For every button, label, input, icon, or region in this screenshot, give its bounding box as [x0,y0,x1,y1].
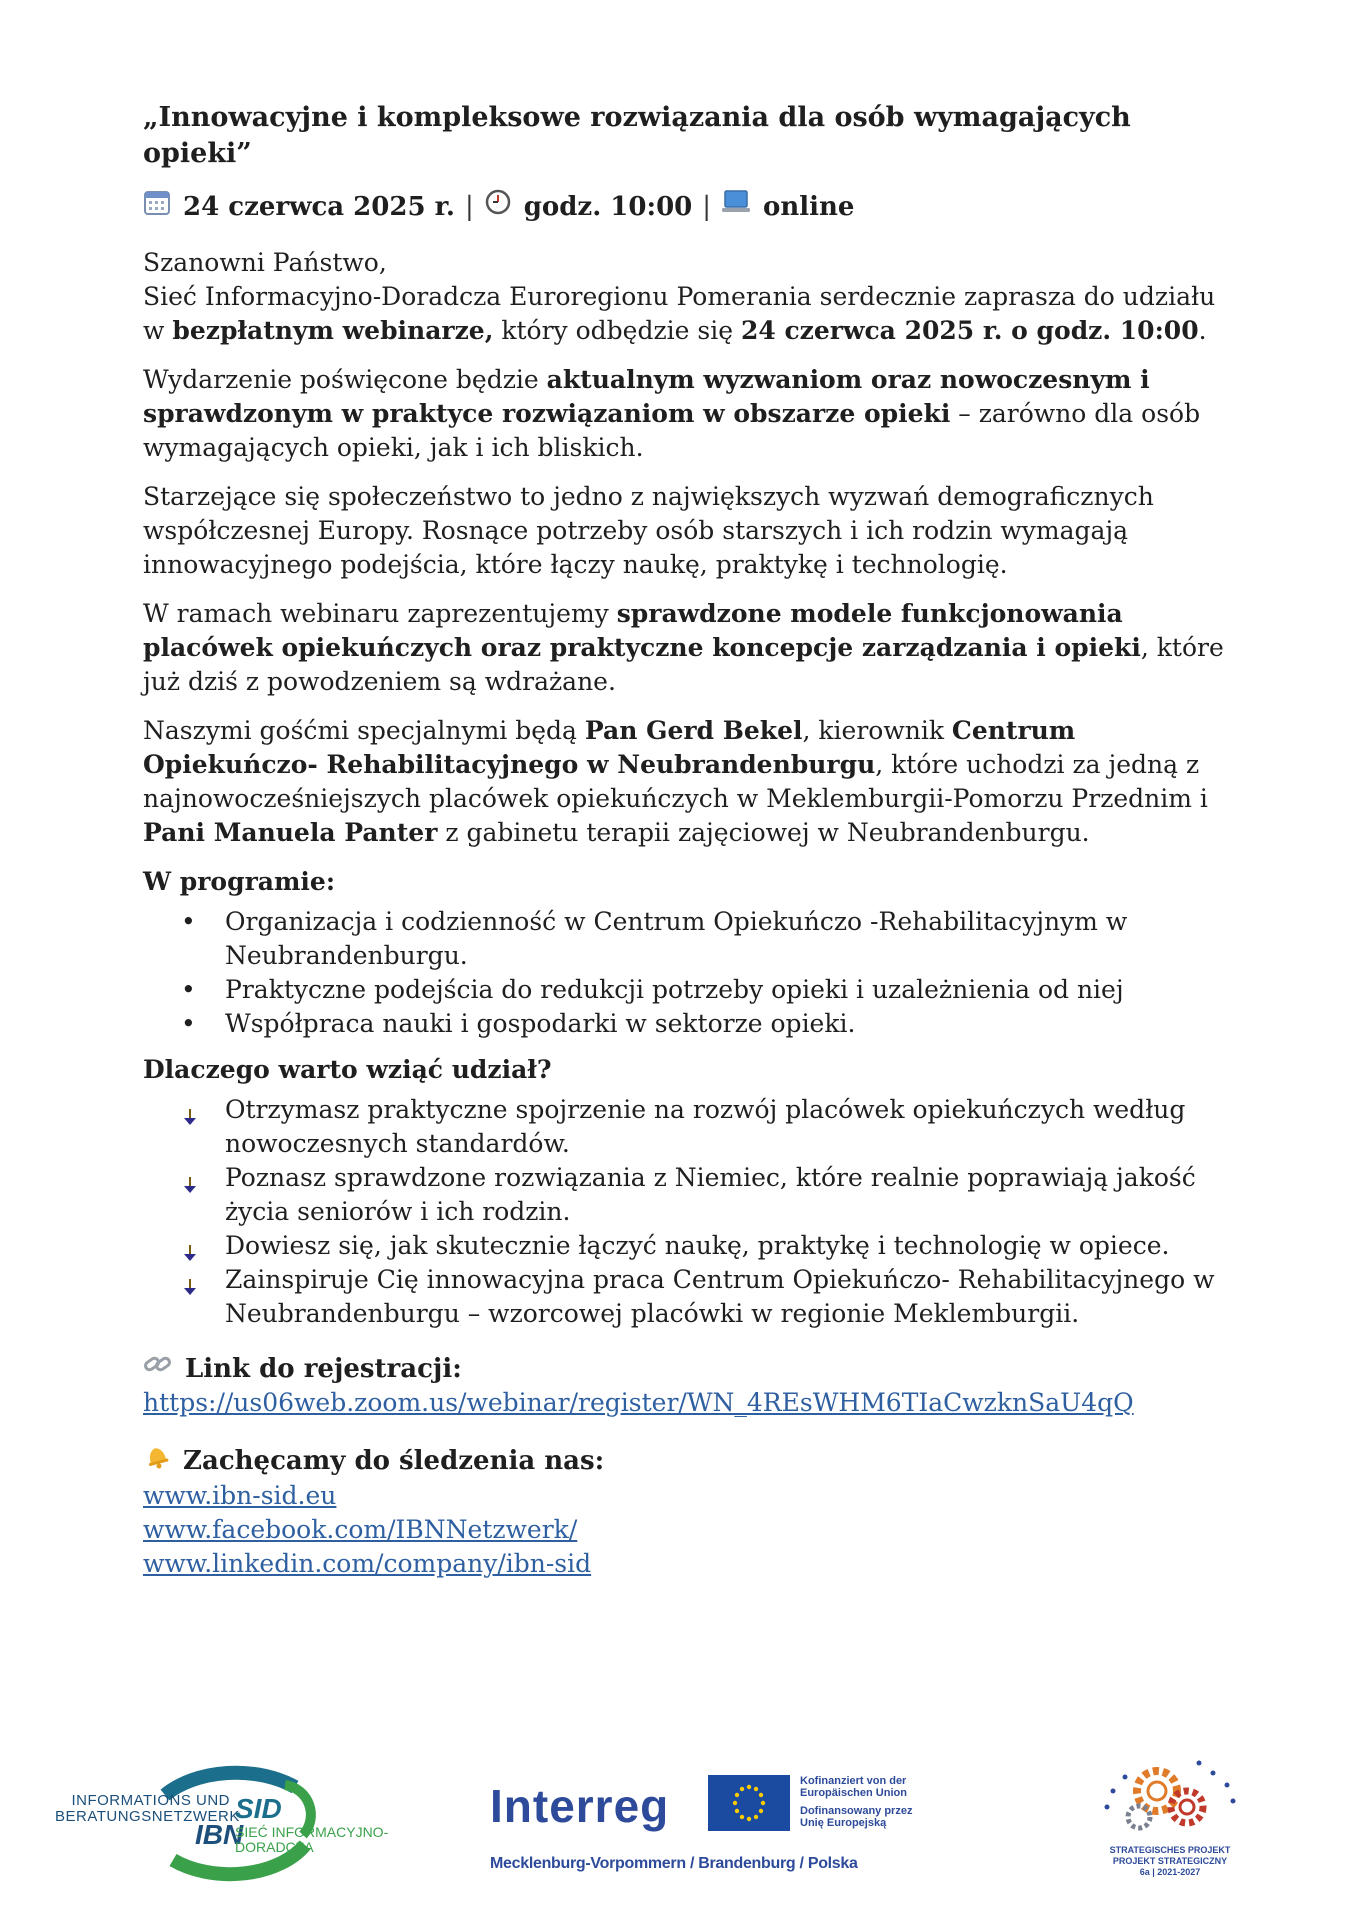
why-heading: Dlaczego warto wziąć udział? [143,1055,552,1084]
strategic-line2: PROJEKT STRATEGICZNY [1112,1856,1228,1866]
arrow-down-icon [183,1101,197,1135]
list-item-text: Zainspiruje Cię innowacyjna praca Centrum Opiekuńczo- Rehabilitacyjnego w Neubrandenburgu – wzorcowej placówki w regionie Meklemburgii. [225,1265,1215,1328]
document-body [143,100,1233,1581]
program-list [143,905,1233,1041]
eu-de-line1: Kofinanziert von der [800,1775,907,1787]
event-title: „Innowacyjne i kompleksowe rozwiązania dla osób wymagających opieki” [143,102,1131,169]
ibn-line1: INFORMATIONS UND [71,1792,230,1809]
eu-de-line2: Europäischen Union [800,1787,907,1799]
intro-text: . [1198,316,1207,345]
para-bold: sprawdzone modele funkcjonowania placówek opiekuńczych oraz praktyczne koncepcje zarządzania i opieki [143,599,1141,662]
event-time: godz. 10:00 [523,192,693,222]
clock-icon [484,188,512,226]
event-meta [143,188,1233,226]
ibn-text: IBN [195,1819,244,1850]
event-date: 24 czerwca 2025 r. [183,192,455,222]
eu-flag [708,1775,790,1831]
registration-link[interactable]: https://us06web.zoom.us/webinar/register/WN_4REsWHM6TIaCwzknSaU4qQ [143,1388,1134,1417]
para-text: , które uchodzi za jedną z najnowocześniejszych placówek opiekuńczych w Meklemburgii-Pomorzu Przednim i [143,750,1208,813]
laptop-icon [721,188,751,226]
ibn-sid-logo [55,1755,395,1890]
greeting: Szanowni Państwo, [143,248,387,277]
para-text: W ramach webinaru zaprezentujemy [143,599,617,628]
arrow-down-icon [183,1169,197,1203]
list-item-text: Otrzymasz praktyczne spojrzenie na rozwój placówek opiekuńczych według nowoczesnych standardów. [225,1095,1186,1158]
paragraph-guests [143,714,1233,850]
guest-name: Pan Gerd Bekel [584,716,803,745]
list-item: • Współpraca nauki i gospodarki w sektorze opieki. [143,1007,1233,1041]
list-item [143,1263,1233,1331]
website-link[interactable]: www.ibn-sid.eu [143,1481,337,1510]
strategic-line1: STRATEGISCHES PROJEKT [1109,1845,1231,1855]
sid-line2: DORADCZA [235,1839,314,1855]
registration-heading [143,1351,1233,1386]
calendar-icon [143,188,171,226]
list-item-text: Dowiesz się, jak skutecznie łączyć naukę, praktykę i technologię w opiece. [225,1231,1170,1260]
follow-label: Zachęcamy do śledzenia nas: [183,1445,605,1476]
list-item-text: Poznasz sprawdzone rozwiązania z Niemiec, które realnie poprawiają jakość życia seniorów i ich rodzin. [225,1163,1196,1226]
footer-logos [0,1745,1356,1895]
intro-line: Sieć Informacyjno-Doradcza Euroregionu Pomerania serdecznie zaprasza do udziału [143,282,1216,311]
interreg-logo [488,1775,948,1885]
list-item [143,1093,1233,1161]
intro-date: 24 czerwca 2025 r. o godz. 10:00 [740,316,1199,345]
why-list [143,1093,1233,1331]
ibn-line2: BERATUNGSNETZWERK [55,1808,240,1825]
para-text: z gabinetu terapii zajęciowej w Neubrandenburgu. [437,818,1090,847]
program-heading: W programie: [143,867,336,896]
para-text: Wydarzenie poświęcone będzie [143,365,547,394]
list-item: • Praktyczne podejścia do redukcji potrzeby opieki i uzależnienia od niej [143,973,1233,1007]
para-text: – zarówno dla osób wymagających opieki, jak i ich bliskich. [143,399,1201,462]
link-icon [143,1351,173,1386]
paragraph-topic [143,363,1233,465]
event-mode: online [763,192,855,222]
intro-text: w [143,316,173,345]
bell-icon [143,1442,171,1479]
facebook-link[interactable]: www.facebook.com/IBNNetzwerk/ [143,1515,578,1544]
para-text: , które już dziś z powodzeniem są wdrażane. [143,633,1224,696]
eu-pl-line1: Dofinansowany przez [800,1805,913,1817]
paragraph-presentation [143,597,1233,699]
list-item [143,1229,1233,1263]
strategic-project-logo [1095,1755,1245,1890]
sid-text: SID [235,1793,282,1824]
strategic-line3: 6a | 2021-2027 [1139,1867,1201,1877]
interreg-region: Mecklenburg-Vorpommern / Brandenburg / Polska [490,1855,858,1872]
separator: | [702,192,712,222]
sid-line1: SIEĆ INFORMACYJNO- [235,1824,389,1840]
interreg-wordmark: Interreg [490,1780,670,1832]
intro-bold: bezpłatnym webinarze, [172,316,494,345]
para-text: Naszymi gośćmi specjalnymi będą [143,716,585,745]
para-bold: aktualnym wyzwaniom oraz nowoczesnym i sprawdzonym w praktyce rozwiązaniom w obszarze opieki [143,365,1150,428]
separator: | [464,192,474,222]
list-item: • Organizacja i codzienność w Centrum Opiekuńczo -Rehabilitacyjnym w Neubrandenburgu. [143,905,1233,973]
eu-pl-line2: Unię Europejską [800,1817,887,1829]
follow-heading [143,1442,1233,1479]
arrow-down-icon [183,1271,197,1305]
linkedin-link[interactable]: www.linkedin.com/company/ibn-sid [143,1549,592,1578]
paragraph-context: Starzejące się społeczeństwo to jedno z największych wyzwań demograficznych współczesnej Europy. Rosnące potrzeby osób starszych i ich rodzin wymagają innowacyjnego podejścia, które łączy naukę, praktykę i technologię. [143,482,1154,579]
list-item [143,1161,1233,1229]
registration-label: Link do rejestracji: [185,1353,462,1384]
para-text: , kierownik [802,716,952,745]
intro-paragraph [143,246,1233,348]
intro-text: który odbędzie się [493,316,741,345]
guest-name: Pani Manuela Panter [143,818,438,847]
center-name: Centrum Opiekuńczo- Rehabilitacyjnego w Neubrandenburgu [143,716,1076,779]
